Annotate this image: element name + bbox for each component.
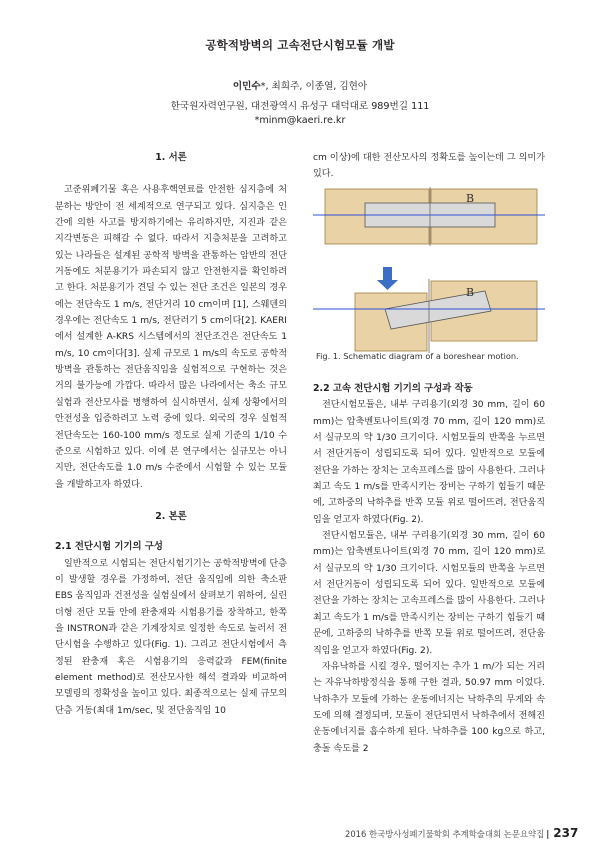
intro-heading: 1. 서론 <box>155 152 187 163</box>
figure-1-caption: Fig. 1. Schematic diagram of a boreshear motion. <box>316 351 519 361</box>
co-authors: , 최희주, 이종열, 김현아 <box>265 81 368 92</box>
bottom-label-b: B <box>466 286 475 299</box>
page-number: 237 <box>553 826 579 840</box>
main-heading: 2. 본론 <box>155 510 187 522</box>
footer-separator: | <box>546 829 550 839</box>
contact-email: *minm@kaeri.re.kr <box>254 115 346 126</box>
left-column <box>55 150 287 719</box>
top-label-b: B <box>466 192 475 205</box>
subsection-2-paragraph-1: 전단시험모듈은, 내부 구리용기(외경 30 mm, 길이 60 mm)는 압축벤토나이트(외경 70 mm, 길이 120 mm)로서 실규모의 약 1/30 크기이다. 시험모듈의 반쪽을 누르면서 전단거동이 성립되도록 되어 있다. 일반적으로 모듈에 전단을 가하는 장치는 고속프레스를 많이 사용한다. 그러나 최고 속도 1 m/s를 만족시키는 장비는 구하기 힘들기 때문에, 고하중의 낙하추를 반쪽 모듈 위로 떨어뜨려, 전단움직임을 얻고자 하였다(Fig. 2). <box>313 400 545 525</box>
corresponding-mark: * <box>260 81 266 92</box>
subsection-2-heading: 2.2 고속 전단시험 기기의 구성과 작동 <box>313 383 473 394</box>
subsection-1-body: 일반적으로 시험되는 전단시험기기는 공학적방벽에 단층이 발생할 경우를 가정하여, 전단 움직임에 의한 축소판 EBS 움직임과 건전성을 실험실에서 살펴보기 위하여, 실린더형 전단 모듈 안에 완충재와 시험용기를 장착하고, 한쪽을 INSTRON과 같은 기계장치로 일정한 속도로 눌러서 전단시험을 수행하고 있다(Fig. 1). 그리고 전단시험에서 측정된 완충재 혹은 시험용기의 응력값과 FEM(finite element method)로 전산모사한 해석 결과와 비교하여 모델링의 정확성을 높이고 있다. 최종적으로는 실제 규모의 단층 거동(최대 1m/sec, 및 전단움직임 10 <box>55 558 287 716</box>
paper-title: 공학적방벽의 고속전단시험모듈 개발 <box>205 38 395 52</box>
figure-1-schematic <box>313 183 545 358</box>
right-top-body: cm 이상)에 대한 전산모사의 정확도를 높이는데 그 의미가 있다. <box>313 153 545 180</box>
subsection-2-paragraph-3: 자유낙하를 시킬 경우, 떨어지는 추가 1 m/가 되는 거리는 자유낙하방정식을 통해 구한 결과, 50.97 mm 이었다. 낙하추가 모듈에 가하는 운동에너지는 낙하추의 무게와 속도에 의해 결정되며, 모듈이 전단되면서 낙하추에서 전해진 운동에너지를 흡수하게 된다. 낙하추를 100 kg으로 하고, 충돌 속도를 2 <box>313 661 545 754</box>
load-arrow-head <box>377 280 398 290</box>
intro-body: 고준위폐기물 혹은 사용후핵연료를 안전한 심지층에 처분하는 방안이 전 세계적으로 연구되고 있다. 심지층은 인간에 의한 사고를 방지하기에는 유리하지만, 지진과 같은 지각변동은 피해갈 수 없다. 따라서 지층처분을 고려하고 있는 나라들은 설계된 공학적 방벽을 관통하는 암반의 전단거동에도 처분용기가 파손되지 않고 안전한지를 확인하려고 한다. 처분용기가 견딜 수 있는 전단 조건은 일본의 경우에는 전단속도 1 m/s, 전단거리 10 cm이며 [1], 스웨덴의 경우에는 전단속도 1 m/s, 전단러기 5 cm이다[2]. KAERI에서 설계한 A-KRS 시스템에서의 전단조건은 전단속도 1 m/s, 10 cm이다[3]. 실제 규모로 1 m/s의 속도로 공학적 방벽을 관통하는 전단움직임을 실험적으로 구현하는 것은 거의 불가능에 가깝다. 따라서 많은 나라에서는 축소 규모 실험과 전산모사를 병행하여 실시하면서, 실제 상황에서의 안전성을 입증하려고 노력 중에 있다. 외국의 경우 실험적 전단속도는 160-100 mm/s 정도로 실제 기준의 1/10 수준으로 시험하고 있다. 이에 본 연구에서는 실규모는 아니지만, 전단속도를 1.0 m/s 수준에서 시험할 수 있는 모듈을 개발하고자 하였다. <box>55 185 287 490</box>
right-column-top <box>313 150 545 183</box>
subsection-1-heading: 2.1 전단시험 기기의 구성 <box>55 541 163 553</box>
load-arrow-shaft <box>383 267 392 281</box>
author-list <box>0 78 600 92</box>
page-footer <box>345 826 578 840</box>
affiliation: 한국원자력연구원, 대전광역시 유성구 대덕대로 989번길 111 <box>170 101 430 112</box>
corresponding-author: 이민수 <box>232 81 261 92</box>
proceedings-title: 2016 한국방사성폐기물학회 추계학술대회 논문요약집 <box>345 829 545 839</box>
subsection-2-paragraph-2: 전단시험모듈은, 내부 구리용기(외경 30 mm, 길이 60 mm)는 압축벤토나이트(외경 70 mm, 길이 120 mm)로서 실규모의 약 1/30 크기이다. 시험모듈의 반쪽을 누르면서 전단거동이 성립되도록 되어 있다. 일반적으로 모듈에 전단을 가하는 장치는 고속프레스를 많이 사용한다. 그러나 최고 속도가 1 m/s를 만족시키는 장비는 구하기 힘들기 때문에, 고하중의 낙하추를 반쪽 모듈 위로 떨어뜨려, 전단움직임을 얻고자 하였다(Fig. 2). <box>313 531 545 656</box>
right-column <box>313 381 545 757</box>
